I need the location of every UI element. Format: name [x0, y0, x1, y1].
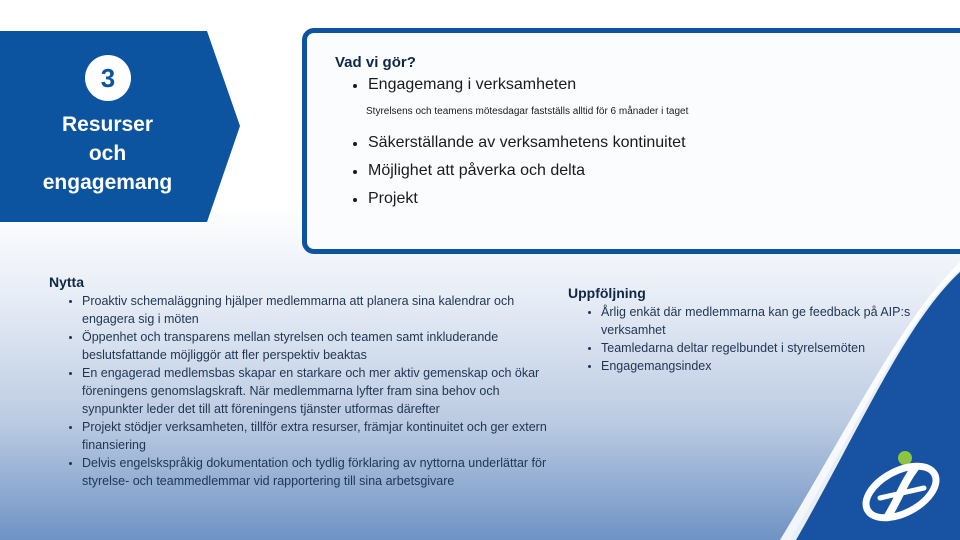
list-item: Projekt — [350, 188, 688, 210]
list-item: Teamledarna deltar regelbundet i styrelsemöten — [568, 339, 948, 357]
list-item: Engagemang i verksamheten — [350, 74, 688, 96]
list-item: Årlig enkät där medlemmarna kan ge feedback på AIP:s verksamhet — [568, 303, 948, 339]
benefits-section — [49, 274, 549, 490]
meeting-dates-note: Styrelsens och teamens mötesdagar fastställs alltid för 6 månader i taget — [366, 106, 689, 117]
what-we-do-heading: Vad vi gör? — [335, 54, 416, 71]
list-item: Öppenhet och transparens mellan styrelsen och teamen samt inkluderande beslutsfattande möjliggör att fler perspektiv beaktas — [49, 328, 549, 364]
follow-up-section — [568, 285, 948, 375]
list-item: Projekt stödjer verksamheten, tillför extra resurser, främjar kontinuitet och ger extern finansiering — [49, 418, 549, 454]
step-number-badge: 3 — [85, 55, 131, 101]
list-item: En engagerad medlemsbas skapar en starkare och mer aktiv gemenskap och ökar föreningens genomslagskraft. När medlemmarna lyfter fram sina behov och synpunkter leder det till att föreningens tjänster utformas därefter — [49, 364, 549, 418]
organization-logo-icon — [860, 448, 942, 522]
list-item: Delvis engelskspråkig dokumentation och tydlig förklaring av nyttorna underlättar för styrelse- och teammedlemmar vid rapportering till sina arbetsgivare — [49, 454, 549, 490]
section-title-line-2: och — [88, 142, 127, 165]
follow-up-list — [568, 303, 948, 375]
section-title — [20, 110, 195, 197]
section-title-line-1: Resurser — [61, 113, 154, 136]
list-item: Möjlighet att påverka och delta — [350, 160, 688, 182]
benefits-heading: Nytta — [49, 274, 85, 290]
what-we-do-list — [350, 74, 688, 210]
section-title-line-3: engagemang — [42, 171, 173, 194]
list-item: Proaktiv schemaläggning hjälper medlemmarna att planera sina kalendrar och engagera sig i möten — [49, 292, 549, 328]
list-item: Säkerställande av verksamhetens kontinuitet — [350, 132, 688, 154]
follow-up-heading: Uppföljning — [568, 285, 646, 301]
benefits-list — [49, 292, 549, 490]
list-item: Engagemangsindex — [568, 357, 948, 375]
